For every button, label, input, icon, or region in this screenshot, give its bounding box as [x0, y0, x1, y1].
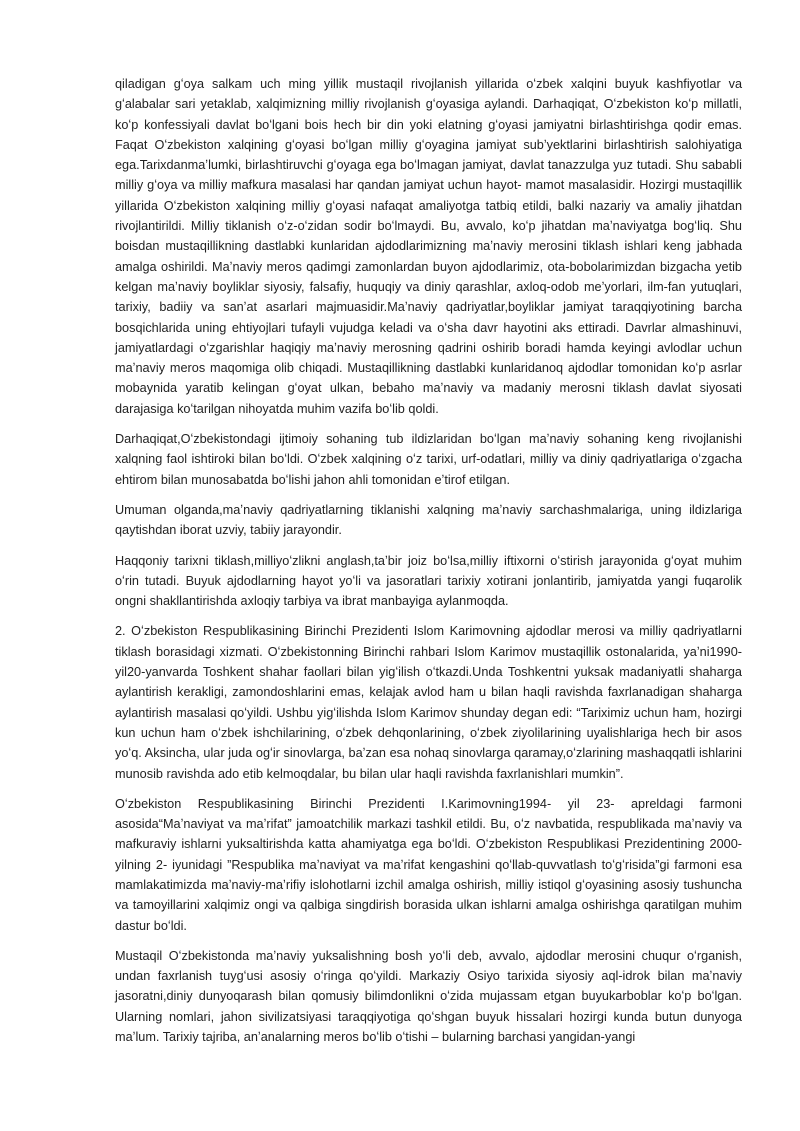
paragraph-6: Oʻzbekiston Respublikasining Birinchi Prezidenti I.Karimovning1994- yil 23- apreldagi farmoni asosida“Maʼnaviyat va maʼrifat” jamoatchilik markazi tashkil etildi. Bu, oʻz navbatida, respublikada maʼnaviy va mafkuraviy ishlarni yuksaltirishda katta ahamiyatga ega boʻldi. Oʻzbekiston Respublikasi Prezidentining 2000-yilning 2- iyunidagi ”Respublika maʼnaviyat va maʼrifat kengashini qoʻllab-quvvatlash toʻgʻrisida”gi farmoni esa mamlakatimizda maʼnaviy-maʼrifiy islohotlarni izchil amalga oshirish, milliy istiqol gʻoyasining asosiy tushuncha va tamoyillarini xalqimiz ongi va qalbiga singdirish borasida ulkan ishlarni amalga oshirishga qaratilgan muhim dastur boʻldi.	[115, 796, 742, 933]
paragraph-2: Darhaqiqat,Oʻzbekistondagi ijtimoiy sohaning tub ildizlaridan boʻlgan maʼnaviy sohaning keng rivojlanishi xalqning faol ishtiroki bilan boʻldi. Oʻzbek xalqining oʻz tarixi, urf-odatlari, milliy va diniy qadriyatlariga oʻzgacha ehtirom bilan munosabatda boʻlishi jahon ahli tomonidan eʼtirof etilgan.	[115, 432, 742, 487]
paragraph-7: Mustaqil Oʻzbekistonda maʼnaviy yuksalishning bosh yoʻli deb, avvalo, ajdodlar merosini chuqur oʻrganish, undan faxrlanish tuygʻusi asosiy oʻringa qoʻyildi. Markaziy Osiyo tarixida siyosiy aql-idrok bilan maʼnaviy jasoratni,diniy dunyoqarash bilan qomusiy bilimdonlikni oʻzida mujassam etgan buyukarboblar koʻp boʻlgan. Ularning nomlari, jahon sivilizatsiyasi taraqqiyotiga qoʻshgan buyuk hissalari hozirgi kunda butun dunyoga maʼlum. Tarixiy tajriba, anʼanalarning meros boʻlib oʻtishi – bularning barchasi yangidan-yangi	[115, 948, 742, 1045]
paragraph-3: Umuman olganda,maʼnaviy qadriyatlarning tiklanishi xalqning maʼnaviy sarchashmalariga, uning ildizlariga qaytishdan iborat uzviy, tabiiy jarayondir.	[115, 502, 742, 538]
paragraph-4: Haqqoniy tarixni tiklash,milliyoʻzlikni anglash,taʼbir joiz boʻlsa,milliy iftixorni oʻstirish jarayonida gʻoyat muhim oʻrin tutadi. Buyuk ajdodlarning hayot yoʻli va jasoratlari tarixiy xotirani jonlantirib, jamiyatda yangi fuqarolik ongni shakllantirishda axloqiy tarbiya va ibrat manbayiga aylanmoqda.	[115, 553, 742, 609]
paragraph-1: qiladigan gʻoya salkam uch ming yillik mustaqil rivojlanish yillarida oʻzbek xalqini buyuk kashfiyotlar va gʻalabalar sari yetaklab, xalqimizning milliy rivojlanish gʻoyasiga aylandi. Darhaqiqat, Oʻzbekiston koʻp millatli, koʻp konfessiyali davlat boʻlgani bois hech bir din yoki elatning gʻoyasi jamiyatni birlashtirishga qodir emas. Faqat Oʻzbekiston xalqining gʻoyasi boʻlgan milliy gʻoyagina jamiyat subʼyektlarini birlashtirish salohiyatiga ega.Tarixdanmaʼlumki, birlashtiruvchi gʻoyaga ega boʻlmagan jamiyat, davlat tanazzulga yuz tutadi. Shu sababli milliy gʻoya va milliy mafkura masalasi har qandan jamiyat uchun hayot- mamot masalasidir. Hozirgi mustaqillik yillarida Oʻzbekiston xalqining milliy gʻoyasi nafaqat amaliyotga tatbiq etildi, balki nazariy va amaliy jihatdan rivojlantirildi. Milliy tiklanish oʻz-oʻzidan sodir boʻlmaydi. Bu, avvalo, koʻp jihatdan maʼnaviyatga bogʻliq. Shu boisdan mustaqillikning dastlabki kunlaridan ajdodlarimizning maʼnaviy merosini tiklash ishlari keng jabhada amalga oshirildi. Maʼnaviy meros qadimgi zamonlardan buyon ajdodlarimiz, ota-bobolarimizdan bizgacha yetib kelgan maʼnaviy boyliklar siyosiy, falsafiy, huquqiy va diniy qarashlar, axloq-odob meʼyorlari, ilm-fan yutuqlari, tarixiy, badiiy va sanʼat asarlari majmuasidir.Maʼnaviy qadriyatlar,boyliklar jamiyat taraqqiyotining barcha bosqichlarida uning ehtiyojlari tufayli vujudga keladi va oʻsha davr hayotini aks ettiradi. Davrlar almashinuvi, jamiyatlardagi oʻzgarishlar haqiqiy maʼnaviy merosning qadrini oshirib boradi hamda keyingi avlodlar uchun maʼnaviy meros maqomiga olib chiqadi. Mustaqillikning dastlabki kunlaridanoq ajdodlar tomonidan koʻp asrlar mobaynida yaratib kelingan gʻoyat ulkan, bebaho maʼnaviy va madaniy merosni tiklash davlat siyosati darajasiga koʻtarilgan nihoyatda muhim vazifa boʻlib qoldi.	[115, 77, 742, 416]
paragraph-5: 2. Oʻzbekiston Respublikasining Birinchi Prezidenti Islom Karimovning ajdodlar merosi va milliy qadriyatlarni tiklash borasidagi xizmati. Oʻzbekistonning Birinchi rahbari Islom Karimov mustaqillik ostonalarida, yaʼni1990-yil20-yanvarda Toshkent shahar faollari bilan yigʻilish oʻtkazdi.Unda Toshkentni yuksak madaniyatli shaharga aylantirish kerakligi, zamondoshlarini emas, kelajak avlod ham u bilan haqli ravishda faxrlanadigan shaharga aylantirish masalasi qoʻyildi. Ushbu yigʻilishda Islom Karimov shunday degan edi: “Tariximiz uchun ham, hozirgi kun uchun ham oʻzbek ishchilarining, oʻzbek dehqonlarining, oʻzbek ziyolilarining uyalishlariga hech bir asos yoʻq. Aksincha, ular juda ogʻir sinovlarga, baʼzan esa nohaq sinovlarga qaramay,oʻzlarining mashaqqatli ishlarini munosib ravishda ado etib kelmoqdalar, bu bilan ular haqli ravishda faxrlanishlari mumkin”.	[115, 624, 742, 781]
